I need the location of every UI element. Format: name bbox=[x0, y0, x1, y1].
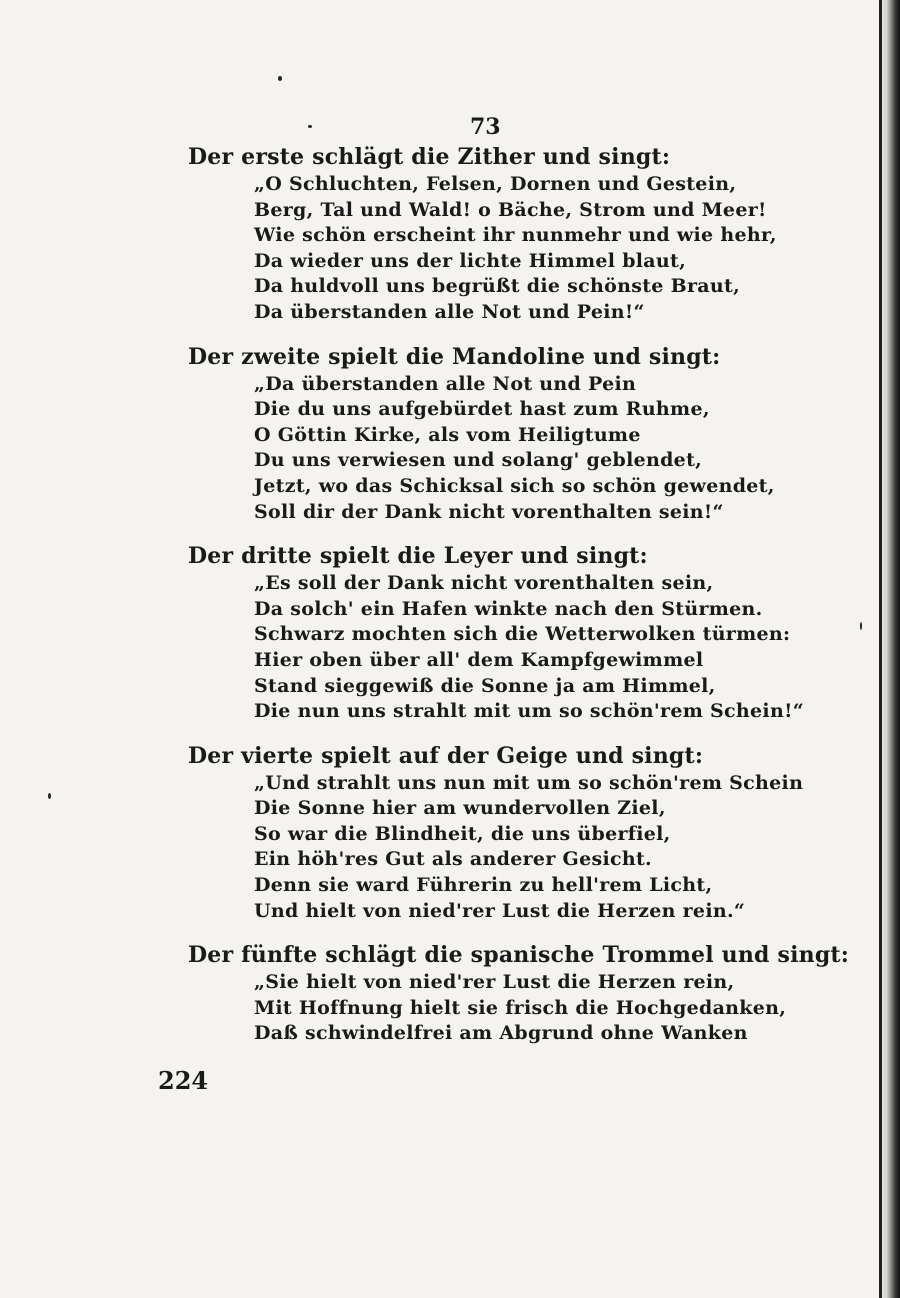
stage-direction: Der erste schlägt die Zither und singt: bbox=[188, 144, 671, 170]
stanza-2 bbox=[188, 342, 775, 526]
verse-line: Die Sonne hier am wundervollen Ziel, bbox=[254, 797, 666, 820]
verse-line: „Und strahlt uns nun mit um so schön'rem Schein bbox=[254, 771, 804, 794]
verse-line: Mit Hoffnung hielt sie frisch die Hochgedanken, bbox=[254, 996, 787, 1019]
verse-line: Hier oben über all' dem Kampfgewimmel bbox=[254, 648, 704, 671]
verse-line: Da solch' ein Hafen winkte nach den Stürmen. bbox=[254, 597, 763, 620]
verse-line: „Sie hielt von nied'rer Lust die Herzen rein, bbox=[254, 971, 735, 994]
verse-line: Die du uns aufgebürdet hast zum Ruhme, bbox=[254, 398, 710, 421]
verse-line: So war die Blindheit, die uns überfiel, bbox=[254, 822, 671, 845]
verse-line: Da huldvoll uns begrüßt die schönste Braut, bbox=[254, 275, 740, 298]
stanza-4 bbox=[188, 741, 804, 925]
verse-line: Denn sie ward Führerin zu hell'rem Licht, bbox=[254, 874, 713, 897]
stanza-5 bbox=[188, 940, 850, 1047]
stanza-1 bbox=[188, 142, 777, 326]
poem-text bbox=[188, 142, 850, 1063]
verse-line: Stand sieggewiß die Sonne ja am Himmel, bbox=[254, 674, 716, 697]
ink-speck bbox=[308, 125, 312, 128]
verse-line: Schwarz mochten sich die Wetterwolken türmen: bbox=[254, 623, 791, 646]
verse-line: Und hielt von nied'rer Lust die Herzen rein.“ bbox=[254, 899, 746, 922]
binding-line bbox=[879, 0, 882, 1298]
ink-speck bbox=[48, 793, 51, 799]
stage-direction: Der fünfte schlägt die spanische Trommel und singt: bbox=[188, 942, 850, 969]
verse-line: Ein höh'res Gut als anderer Gesicht. bbox=[254, 848, 652, 871]
ink-speck bbox=[278, 76, 282, 81]
verse-line: Daß schwindelfrei am Abgrund ohne Wanken bbox=[254, 1022, 748, 1045]
stage-direction: Der dritte spielt die Leyer und singt: bbox=[188, 543, 648, 570]
verse-line: „Da überstanden alle Not und Pein bbox=[254, 372, 637, 395]
section-number: 73 bbox=[470, 114, 501, 140]
verse-line: Jetzt, wo das Schicksal sich so schön gewendet, bbox=[254, 474, 775, 497]
stage-direction: Der vierte spielt auf der Geige und singt: bbox=[188, 742, 704, 769]
verse-line: Soll dir der Dank nicht vorenthalten sein!“ bbox=[254, 500, 724, 523]
ink-speck bbox=[860, 622, 862, 630]
verse-line: Die nun uns strahlt mit um so schön'rem Schein!“ bbox=[254, 700, 804, 723]
verse-line: „O Schluchten, Felsen, Dornen und Gestein, bbox=[254, 173, 737, 195]
page-number: 224 bbox=[158, 1066, 209, 1095]
stanza-3 bbox=[188, 541, 804, 725]
verse-line: Berg, Tal und Wald! o Bäche, Strom und Meer! bbox=[254, 198, 767, 221]
verse-line: „Es soll der Dank nicht vorenthalten sein, bbox=[254, 572, 714, 595]
verse-line: Wie schön erscheint ihr nunmehr und wie hehr, bbox=[254, 224, 777, 247]
stage-direction: Der zweite spielt die Mandoline und singt: bbox=[188, 343, 721, 370]
verse-line: O Göttin Kirke, als vom Heiligtume bbox=[254, 423, 641, 446]
verse-line: Da wieder uns der lichte Himmel blaut, bbox=[254, 249, 687, 272]
verse-line: Da überstanden alle Not und Pein!“ bbox=[254, 300, 645, 323]
verse-line: Du uns verwiesen und solang' geblendet, bbox=[254, 449, 703, 472]
